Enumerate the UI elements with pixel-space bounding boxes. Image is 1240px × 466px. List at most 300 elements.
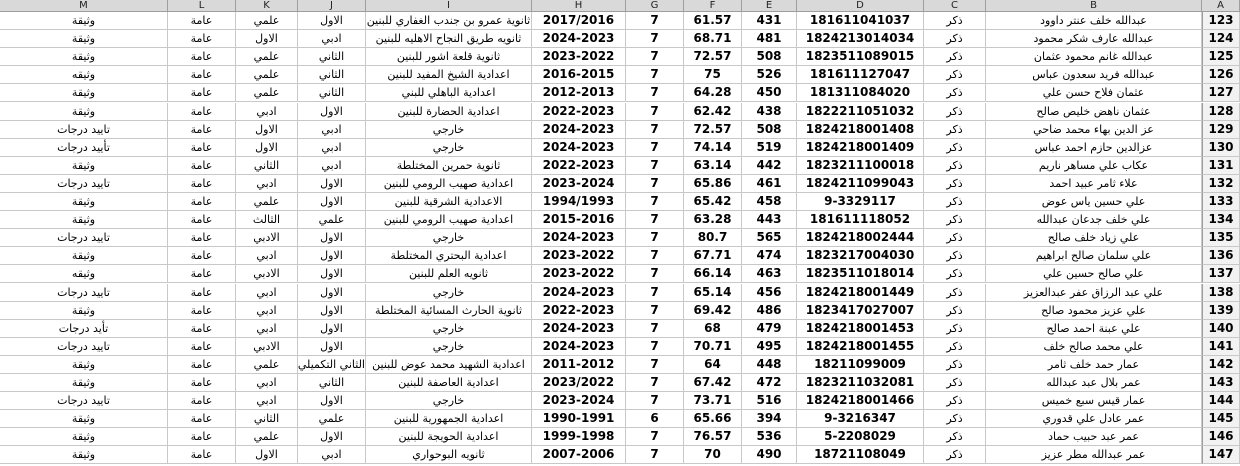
cell-i[interactable]: اعدادية صهيب الرومي للبنين [366, 211, 532, 229]
cell-k[interactable]: علمي [236, 12, 298, 30]
cell-m[interactable]: وثيقة [0, 247, 168, 265]
row-header[interactable]: 123 [1202, 12, 1240, 30]
cell-d[interactable]: 181611118052 [797, 211, 924, 229]
cell-g[interactable]: 7 [626, 175, 684, 193]
cell-l[interactable]: عامة [168, 157, 236, 175]
cell-j[interactable]: ادبي [298, 139, 366, 157]
cell-c[interactable]: ذكر [924, 103, 986, 121]
cell-f[interactable]: 63.28 [684, 211, 742, 229]
cell-k[interactable]: الاول [236, 121, 298, 139]
column-header-f[interactable]: F [684, 0, 742, 12]
cell-h[interactable]: 2022-2023 [532, 302, 626, 320]
row-header[interactable]: 128 [1202, 103, 1240, 121]
cell-f[interactable]: 70 [684, 446, 742, 464]
cell-e[interactable]: 431 [742, 12, 797, 30]
cell-c[interactable]: ذكر [924, 229, 986, 247]
cell-d[interactable]: 1823417027007 [797, 302, 924, 320]
cell-c[interactable]: ذكر [924, 157, 986, 175]
cell-j[interactable]: الاول [298, 338, 366, 356]
cell-b[interactable]: علي عبد الرزاق عفر عبدالعزيز [986, 284, 1202, 302]
cell-i[interactable]: اعدادية الحضارة للبنين [366, 103, 532, 121]
cell-i[interactable]: اعدادية الشهيد محمد عوض للبنين [366, 356, 532, 374]
cell-j[interactable]: ادبي [298, 30, 366, 48]
cell-j[interactable]: الاول [298, 247, 366, 265]
cell-h[interactable]: 2023-2024 [532, 175, 626, 193]
cell-d[interactable]: 1824218001466 [797, 392, 924, 410]
cell-k[interactable]: علمي [236, 84, 298, 102]
column-header-m[interactable]: M [0, 0, 168, 12]
cell-e[interactable]: 443 [742, 211, 797, 229]
cell-m[interactable]: وثيقة [0, 428, 168, 446]
cell-b[interactable]: علي خلف جدعان عبدالله [986, 211, 1202, 229]
cell-b[interactable]: علاء ثامر عبيد احمد [986, 175, 1202, 193]
cell-k[interactable]: الاول [236, 446, 298, 464]
cell-h[interactable]: 2012-2013 [532, 84, 626, 102]
cell-g[interactable]: 7 [626, 338, 684, 356]
row-header[interactable]: 126 [1202, 66, 1240, 84]
cell-j[interactable]: الاول [298, 103, 366, 121]
cell-l[interactable]: عامة [168, 320, 236, 338]
cell-j[interactable]: الاول [298, 392, 366, 410]
cell-l[interactable]: عامة [168, 193, 236, 211]
cell-i[interactable]: ثانويه البوحواري [366, 446, 532, 464]
column-header-d[interactable]: D [797, 0, 924, 12]
cell-e[interactable]: 438 [742, 103, 797, 121]
cell-d[interactable]: 1824218001409 [797, 139, 924, 157]
cell-b[interactable]: عز الدين بهاء محمد ضاحي [986, 121, 1202, 139]
cell-j[interactable]: الاول [298, 428, 366, 446]
cell-j[interactable]: الثاني [298, 48, 366, 66]
cell-k[interactable]: ادبي [236, 247, 298, 265]
cell-f[interactable]: 65.86 [684, 175, 742, 193]
cell-d[interactable]: 1824218001455 [797, 338, 924, 356]
cell-j[interactable]: الثاني [298, 66, 366, 84]
row-header[interactable]: 144 [1202, 392, 1240, 410]
cell-f[interactable]: 72.57 [684, 121, 742, 139]
cell-g[interactable]: 7 [626, 284, 684, 302]
cell-h[interactable]: 2024-2023 [532, 284, 626, 302]
cell-m[interactable]: وثيقة [0, 30, 168, 48]
cell-i[interactable]: ثانويه العلم للبنين [366, 265, 532, 283]
cell-g[interactable]: 7 [626, 84, 684, 102]
cell-e[interactable]: 526 [742, 66, 797, 84]
cell-b[interactable]: عثمان فلاح حسن علي [986, 84, 1202, 102]
cell-k[interactable]: ادبي [236, 284, 298, 302]
cell-f[interactable]: 65.42 [684, 193, 742, 211]
cell-i[interactable]: ثانوية قلعة اشور للبنين [366, 48, 532, 66]
cell-d[interactable]: 9-3329117 [797, 193, 924, 211]
cell-l[interactable]: عامة [168, 446, 236, 464]
cell-h[interactable]: 1999-1998 [532, 428, 626, 446]
cell-e[interactable]: 516 [742, 392, 797, 410]
cell-h[interactable]: 2024-2023 [532, 338, 626, 356]
cell-b[interactable]: علي سلمان صالح ابراهيم [986, 247, 1202, 265]
cell-f[interactable]: 67.71 [684, 247, 742, 265]
cell-i[interactable]: خارجي [366, 320, 532, 338]
column-header-b[interactable]: B [986, 0, 1202, 12]
cell-e[interactable]: 474 [742, 247, 797, 265]
cell-i[interactable]: اعدادية العاصفة للبنين [366, 374, 532, 392]
cell-m[interactable]: وثيقة [0, 193, 168, 211]
cell-e[interactable]: 458 [742, 193, 797, 211]
cell-i[interactable]: خارجي [366, 229, 532, 247]
cell-f[interactable]: 62.42 [684, 103, 742, 121]
row-header[interactable]: 142 [1202, 356, 1240, 374]
cell-i[interactable]: خارجي [366, 392, 532, 410]
cell-m[interactable]: وثيقة [0, 374, 168, 392]
cell-e[interactable]: 508 [742, 121, 797, 139]
cell-h[interactable]: 2011-2012 [532, 356, 626, 374]
cell-f[interactable]: 74.14 [684, 139, 742, 157]
cell-e[interactable]: 508 [742, 48, 797, 66]
cell-e[interactable]: 448 [742, 356, 797, 374]
cell-k[interactable]: ادبي [236, 175, 298, 193]
row-header[interactable]: 145 [1202, 410, 1240, 428]
cell-d[interactable]: 9-3216347 [797, 410, 924, 428]
cell-f[interactable]: 65.66 [684, 410, 742, 428]
row-header[interactable]: 141 [1202, 338, 1240, 356]
cell-j[interactable]: الاول [298, 229, 366, 247]
cell-c[interactable]: ذكر [924, 193, 986, 211]
cell-b[interactable]: عمر عادل علي قدوري [986, 410, 1202, 428]
row-header[interactable]: 137 [1202, 265, 1240, 283]
cell-m[interactable]: تاييد درجات [0, 121, 168, 139]
cell-d[interactable]: 1823217004030 [797, 247, 924, 265]
cell-m[interactable]: تأييد درجات [0, 139, 168, 157]
cell-f[interactable]: 76.57 [684, 428, 742, 446]
cell-h[interactable]: 2024-2023 [532, 139, 626, 157]
cell-l[interactable]: عامة [168, 175, 236, 193]
cell-b[interactable]: عمر عبدالله مطر عزيز [986, 446, 1202, 464]
cell-g[interactable]: 7 [626, 211, 684, 229]
cell-l[interactable]: عامة [168, 392, 236, 410]
cell-j[interactable]: الاول [298, 284, 366, 302]
cell-e[interactable]: 495 [742, 338, 797, 356]
cell-i[interactable]: ثانوية حمرين المختلطة [366, 157, 532, 175]
cell-b[interactable]: عبدالله عارف شكر محمود [986, 30, 1202, 48]
cell-c[interactable]: ذكر [924, 84, 986, 102]
cell-h[interactable]: 2023/2022 [532, 374, 626, 392]
row-header[interactable]: 131 [1202, 157, 1240, 175]
cell-i[interactable]: اعدادية الجمهورية للبنين [366, 410, 532, 428]
cell-b[interactable]: عمار قيس سبع خميس [986, 392, 1202, 410]
cell-g[interactable]: 7 [626, 356, 684, 374]
cell-d[interactable]: 1822211051032 [797, 103, 924, 121]
cell-g[interactable]: 7 [626, 157, 684, 175]
row-header[interactable]: 133 [1202, 193, 1240, 211]
cell-m[interactable]: وثيقة [0, 157, 168, 175]
cell-j[interactable]: الاول [298, 175, 366, 193]
cell-m[interactable]: تاييد درجات [0, 284, 168, 302]
row-header[interactable]: 125 [1202, 48, 1240, 66]
cell-l[interactable]: عامة [168, 374, 236, 392]
cell-l[interactable]: عامة [168, 265, 236, 283]
cell-m[interactable]: وثيقة [0, 446, 168, 464]
cell-c[interactable]: ذكر [924, 30, 986, 48]
cell-c[interactable]: ذكر [924, 247, 986, 265]
cell-l[interactable]: عامة [168, 302, 236, 320]
cell-d[interactable]: 181311084020 [797, 84, 924, 102]
cell-k[interactable]: ادبي [236, 392, 298, 410]
row-header[interactable]: 146 [1202, 428, 1240, 446]
cell-i[interactable]: اعدادية الباهلي للبني [366, 84, 532, 102]
cell-c[interactable]: ذكر [924, 66, 986, 84]
cell-d[interactable]: 1824218001453 [797, 320, 924, 338]
row-header[interactable]: 136 [1202, 247, 1240, 265]
cell-h[interactable]: 2015-2016 [532, 211, 626, 229]
cell-b[interactable]: عثمان ناهض خليص صالح [986, 103, 1202, 121]
cell-b[interactable]: عزالدين حازم احمد عباس [986, 139, 1202, 157]
cell-m[interactable]: وثيقه [0, 66, 168, 84]
cell-i[interactable]: الاعدادية الشرقية للبنين [366, 193, 532, 211]
cell-m[interactable]: وثيقه [0, 265, 168, 283]
cell-c[interactable]: ذكر [924, 12, 986, 30]
cell-l[interactable]: عامة [168, 121, 236, 139]
cell-l[interactable]: عامة [168, 139, 236, 157]
cell-k[interactable]: الادبي [236, 229, 298, 247]
cell-d[interactable]: 1823511089015 [797, 48, 924, 66]
cell-g[interactable]: 7 [626, 446, 684, 464]
row-header[interactable]: 139 [1202, 302, 1240, 320]
cell-k[interactable]: علمي [236, 356, 298, 374]
cell-l[interactable]: عامة [168, 284, 236, 302]
cell-j[interactable]: الثاني [298, 84, 366, 102]
cell-h[interactable]: 2022-2023 [532, 103, 626, 121]
cell-k[interactable]: ادبي [236, 374, 298, 392]
cell-b[interactable]: علي زياد خلف صالح [986, 229, 1202, 247]
row-header[interactable]: 129 [1202, 121, 1240, 139]
cell-g[interactable]: 7 [626, 30, 684, 48]
cell-j[interactable]: الاول [298, 320, 366, 338]
cell-i[interactable]: اعدادية البحتري المختلطة [366, 247, 532, 265]
cell-m[interactable]: تاييد درجات [0, 175, 168, 193]
cell-m[interactable]: وثيقة [0, 211, 168, 229]
cell-k[interactable]: الاول [236, 30, 298, 48]
cell-c[interactable]: ذكر [924, 265, 986, 283]
cell-j[interactable]: علمي [298, 211, 366, 229]
cell-e[interactable]: 461 [742, 175, 797, 193]
cell-m[interactable]: تاييد درجات [0, 229, 168, 247]
cell-c[interactable]: ذكر [924, 428, 986, 446]
column-header-k[interactable]: K [236, 0, 298, 12]
cell-e[interactable]: 536 [742, 428, 797, 446]
cell-h[interactable]: 1990-1991 [532, 410, 626, 428]
row-header[interactable]: 143 [1202, 374, 1240, 392]
cell-g[interactable]: 7 [626, 103, 684, 121]
cell-g[interactable]: 7 [626, 302, 684, 320]
cell-e[interactable]: 479 [742, 320, 797, 338]
cell-d[interactable]: 1824218001449 [797, 284, 924, 302]
cell-b[interactable]: عبدالله فريد سعدون عباس [986, 66, 1202, 84]
cell-l[interactable]: عامة [168, 356, 236, 374]
column-header-g[interactable]: G [626, 0, 684, 12]
cell-e[interactable]: 450 [742, 84, 797, 102]
cell-l[interactable]: عامة [168, 30, 236, 48]
cell-j[interactable]: الاول [298, 265, 366, 283]
cell-e[interactable]: 456 [742, 284, 797, 302]
cell-e[interactable]: 519 [742, 139, 797, 157]
cell-f[interactable]: 64.28 [684, 84, 742, 102]
cell-c[interactable]: ذكر [924, 410, 986, 428]
cell-l[interactable]: عامة [168, 103, 236, 121]
cell-m[interactable]: وثيقة [0, 103, 168, 121]
cell-k[interactable]: علمي [236, 48, 298, 66]
cell-l[interactable]: عامة [168, 247, 236, 265]
cell-f[interactable]: 63.14 [684, 157, 742, 175]
cell-l[interactable]: عامة [168, 338, 236, 356]
cell-h[interactable]: 2024-2023 [532, 30, 626, 48]
cell-k[interactable]: ادبي [236, 103, 298, 121]
row-header[interactable]: 134 [1202, 211, 1240, 229]
cell-d[interactable]: 1824213014034 [797, 30, 924, 48]
cell-m[interactable]: وثيقة [0, 12, 168, 30]
cell-i[interactable]: خارجي [366, 338, 532, 356]
cell-h[interactable]: 2022-2023 [532, 157, 626, 175]
cell-m[interactable]: تاييد درجات [0, 338, 168, 356]
cell-c[interactable]: ذكر [924, 374, 986, 392]
cell-c[interactable]: ذكر [924, 211, 986, 229]
cell-c[interactable]: ذكر [924, 338, 986, 356]
cell-l[interactable]: عامة [168, 84, 236, 102]
cell-h[interactable]: 2023-2022 [532, 265, 626, 283]
cell-l[interactable]: عامة [168, 410, 236, 428]
cell-b[interactable]: علي حسين ياس عوض [986, 193, 1202, 211]
cell-l[interactable]: عامة [168, 428, 236, 446]
cell-j[interactable]: الاول [298, 193, 366, 211]
cell-k[interactable]: ادبي [236, 302, 298, 320]
cell-k[interactable]: الادبي [236, 265, 298, 283]
cell-b[interactable]: علي عزيز محمود صالح [986, 302, 1202, 320]
cell-h[interactable]: 1994/1993 [532, 193, 626, 211]
column-header-e[interactable]: E [742, 0, 797, 12]
column-header-c[interactable]: C [924, 0, 986, 12]
cell-d[interactable]: 18211099009 [797, 356, 924, 374]
cell-g[interactable]: 6 [626, 410, 684, 428]
cell-k[interactable]: الثاني [236, 410, 298, 428]
cell-c[interactable]: ذكر [924, 139, 986, 157]
cell-f[interactable]: 67.42 [684, 374, 742, 392]
cell-f[interactable]: 69.42 [684, 302, 742, 320]
cell-m[interactable]: وثيقة [0, 302, 168, 320]
row-header[interactable]: 127 [1202, 84, 1240, 102]
cell-g[interactable]: 7 [626, 121, 684, 139]
cell-c[interactable]: ذكر [924, 302, 986, 320]
cell-f[interactable]: 68.71 [684, 30, 742, 48]
cell-d[interactable]: 1823211100018 [797, 157, 924, 175]
row-header[interactable]: 135 [1202, 229, 1240, 247]
cell-e[interactable]: 565 [742, 229, 797, 247]
column-header-i[interactable]: I [366, 0, 532, 12]
cell-h[interactable]: 2023-2024 [532, 392, 626, 410]
cell-h[interactable]: 2024-2023 [532, 121, 626, 139]
cell-j[interactable]: الاول [298, 302, 366, 320]
cell-d[interactable]: 181611127047 [797, 66, 924, 84]
cell-e[interactable]: 394 [742, 410, 797, 428]
cell-m[interactable]: تأيد درجات [0, 320, 168, 338]
cell-e[interactable]: 481 [742, 30, 797, 48]
row-header[interactable]: 124 [1202, 30, 1240, 48]
cell-m[interactable]: وثيقة [0, 356, 168, 374]
cell-j[interactable]: الاول [298, 12, 366, 30]
cell-g[interactable]: 7 [626, 139, 684, 157]
cell-b[interactable]: عمر بلال عبد عبدالله [986, 374, 1202, 392]
cell-f[interactable]: 70.71 [684, 338, 742, 356]
cell-i[interactable]: ثانوية عمرو بن جندب الغفاري للبنين [366, 12, 532, 30]
cell-h[interactable]: 2007-2006 [532, 446, 626, 464]
cell-f[interactable]: 72.57 [684, 48, 742, 66]
cell-m[interactable]: وثيقة [0, 84, 168, 102]
cell-e[interactable]: 442 [742, 157, 797, 175]
cell-i[interactable]: اعدادية الحويجة للبنين [366, 428, 532, 446]
cell-g[interactable]: 7 [626, 229, 684, 247]
cell-h[interactable]: 2023-2022 [532, 247, 626, 265]
cell-f[interactable]: 64 [684, 356, 742, 374]
cell-j[interactable]: ادبي [298, 121, 366, 139]
cell-e[interactable]: 472 [742, 374, 797, 392]
cell-g[interactable]: 7 [626, 48, 684, 66]
cell-b[interactable]: عكاب علي مساهر ناريم [986, 157, 1202, 175]
cell-j[interactable]: علمي [298, 410, 366, 428]
cell-k[interactable]: الاول [236, 139, 298, 157]
cell-f[interactable]: 75 [684, 66, 742, 84]
cell-c[interactable]: ذكر [924, 175, 986, 193]
cell-c[interactable]: ذكر [924, 356, 986, 374]
cell-d[interactable]: 18721108049 [797, 446, 924, 464]
column-header-j[interactable]: J [298, 0, 366, 12]
cell-k[interactable]: الثاني [236, 157, 298, 175]
cell-k[interactable]: الادبي [236, 338, 298, 356]
cell-k[interactable]: ادبي [236, 320, 298, 338]
cell-i[interactable]: خارجي [366, 284, 532, 302]
cell-m[interactable]: وثيقة [0, 48, 168, 66]
cell-k[interactable]: علمي [236, 428, 298, 446]
cell-d[interactable]: 1824218002444 [797, 229, 924, 247]
cell-d[interactable]: 1823211032081 [797, 374, 924, 392]
cell-k[interactable]: علمي [236, 66, 298, 84]
cell-g[interactable]: 7 [626, 247, 684, 265]
cell-g[interactable]: 7 [626, 428, 684, 446]
cell-g[interactable]: 7 [626, 392, 684, 410]
row-header[interactable]: 147 [1202, 446, 1240, 464]
row-header[interactable]: 130 [1202, 139, 1240, 157]
cell-c[interactable]: ذكر [924, 392, 986, 410]
cell-i[interactable]: ثانوية الحارث المسائية المختلطة [366, 302, 532, 320]
cell-i[interactable]: خارجي [366, 139, 532, 157]
cell-e[interactable]: 490 [742, 446, 797, 464]
cell-f[interactable]: 68 [684, 320, 742, 338]
cell-d[interactable]: 1824211099043 [797, 175, 924, 193]
cell-d[interactable]: 1824218001408 [797, 121, 924, 139]
cell-f[interactable]: 80.7 [684, 229, 742, 247]
cell-d[interactable]: 5-2208029 [797, 428, 924, 446]
cell-g[interactable]: 7 [626, 66, 684, 84]
cell-b[interactable]: علي محمد صالح خلف [986, 338, 1202, 356]
cell-h[interactable]: 2024-2023 [532, 229, 626, 247]
cell-g[interactable]: 7 [626, 265, 684, 283]
cell-g[interactable]: 7 [626, 12, 684, 30]
cell-g[interactable]: 7 [626, 320, 684, 338]
cell-b[interactable]: عبدالله غانم محمود عثمان [986, 48, 1202, 66]
cell-l[interactable]: عامة [168, 229, 236, 247]
row-header[interactable]: 138 [1202, 284, 1240, 302]
cell-j[interactable]: ادبي [298, 157, 366, 175]
cell-l[interactable]: عامة [168, 211, 236, 229]
column-header-h[interactable]: H [532, 0, 626, 12]
cell-g[interactable]: 7 [626, 193, 684, 211]
cell-b[interactable]: علي عبنة احمد صالح [986, 320, 1202, 338]
cell-l[interactable]: عامة [168, 12, 236, 30]
cell-f[interactable]: 66.14 [684, 265, 742, 283]
